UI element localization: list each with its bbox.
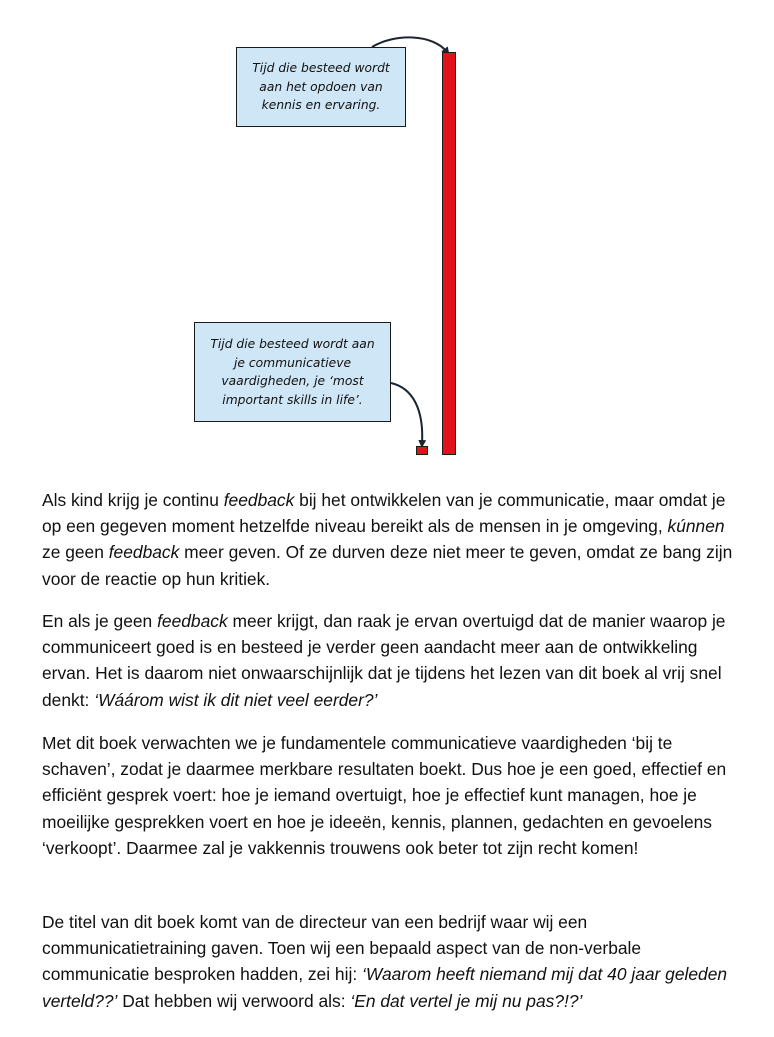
callout-top-line-1: Tijd die besteed wordt bbox=[252, 61, 390, 76]
callout-top-line-3: kennis en ervaring. bbox=[261, 98, 381, 113]
p2-text-2: meer krijgt, dan raak je ervan overtuigd dat de manier waarop je communiceert goed is en besteed je verder geen aandacht meer aan de ontwikkeling ervan. Het is daarom niet onwaarschijnlijk dat je tijdens het lezen van dit boek al vrij snel denkt: bbox=[42, 611, 726, 710]
paragraph-no-feedback bbox=[42, 608, 742, 713]
p1-text-3: ze geen bbox=[42, 542, 109, 563]
time-comparison-figure bbox=[0, 0, 774, 470]
p4-emphasis-1: ‘Waarom heeft niemand mij dat 40 jaar geleden verteld??’ bbox=[42, 964, 728, 1011]
paragraph-book-title-origin bbox=[42, 909, 742, 1014]
callout-communication-time bbox=[194, 322, 391, 422]
callout-bottom-line-3: vaardigheden, je ‘most bbox=[221, 374, 364, 388]
p1-text-1: Als kind krijg je continu bbox=[42, 490, 224, 510]
p1-emphasis-1: feedback bbox=[223, 490, 295, 510]
p1-emphasis-2: kúnnen bbox=[667, 516, 725, 537]
paragraph-feedback-childhood bbox=[42, 487, 742, 592]
p4-emphasis-2: ‘En dat vertel je mij nu pas?!?’ bbox=[350, 990, 583, 1011]
paragraph-book-goal bbox=[42, 730, 742, 861]
knowledge-time-bar bbox=[442, 52, 456, 455]
p4-text-2: Dat hebben wij verwoord als: bbox=[117, 990, 351, 1011]
p1-emphasis-3: feedback bbox=[108, 542, 180, 563]
p4-text-1: De titel van dit boek komt van de directeur van een bedrijf waar wij een communicatietraining gaven. Toen wij een bepaald aspect van de non-verbale communicatie besproken hadden, zei hij: bbox=[42, 912, 642, 985]
p2-text-1: En als je geen bbox=[42, 611, 158, 631]
p1-text-4: meer geven. Of ze durven deze niet meer te geven, omdat ze bang zijn voor de reactie op hun kritiek. bbox=[42, 542, 733, 589]
callout-bottom-line-1: Tijd die besteed wordt aan bbox=[210, 337, 375, 351]
communication-time-bar bbox=[416, 446, 428, 455]
p2-emphasis-2: ‘Wáárom wist ik dit niet veel eerder?’ bbox=[94, 689, 378, 710]
callout-bottom-line-4: important skills in life’. bbox=[222, 392, 363, 407]
p1-text-2: bij het ontwikkelen van je communicatie, maar omdat je op een gegeven moment hetzelfde niveau bereikt als de mensen in je omgeving, bbox=[42, 490, 726, 537]
arrow-to-small-bar bbox=[391, 383, 422, 444]
p3-text-1: Met dit boek verwachten we je fundamentele communicatieve vaardigheden ‘bij te schaven’, zodat je daarmee merkbare resultaten boekt. Dus hoe je een goed, effectief en efficiënt gesprek voert: hoe je iemand overtuigt, hoe je effectief kunt managen, hoe je moeilijke gesprekken voert en hoe je ideeën, kennis, plannen, gedachten en gevoelens ‘verkoopt’. Daarmee zal je vakkennis trouwens ook beter tot zijn recht komen! bbox=[42, 733, 727, 858]
callout-knowledge-time bbox=[236, 47, 406, 127]
callout-bottom-line-2: je communicatieve bbox=[233, 355, 352, 370]
callout-top-line-2: aan het opdoen van bbox=[259, 79, 383, 94]
p2-emphasis-1: feedback bbox=[157, 611, 228, 631]
